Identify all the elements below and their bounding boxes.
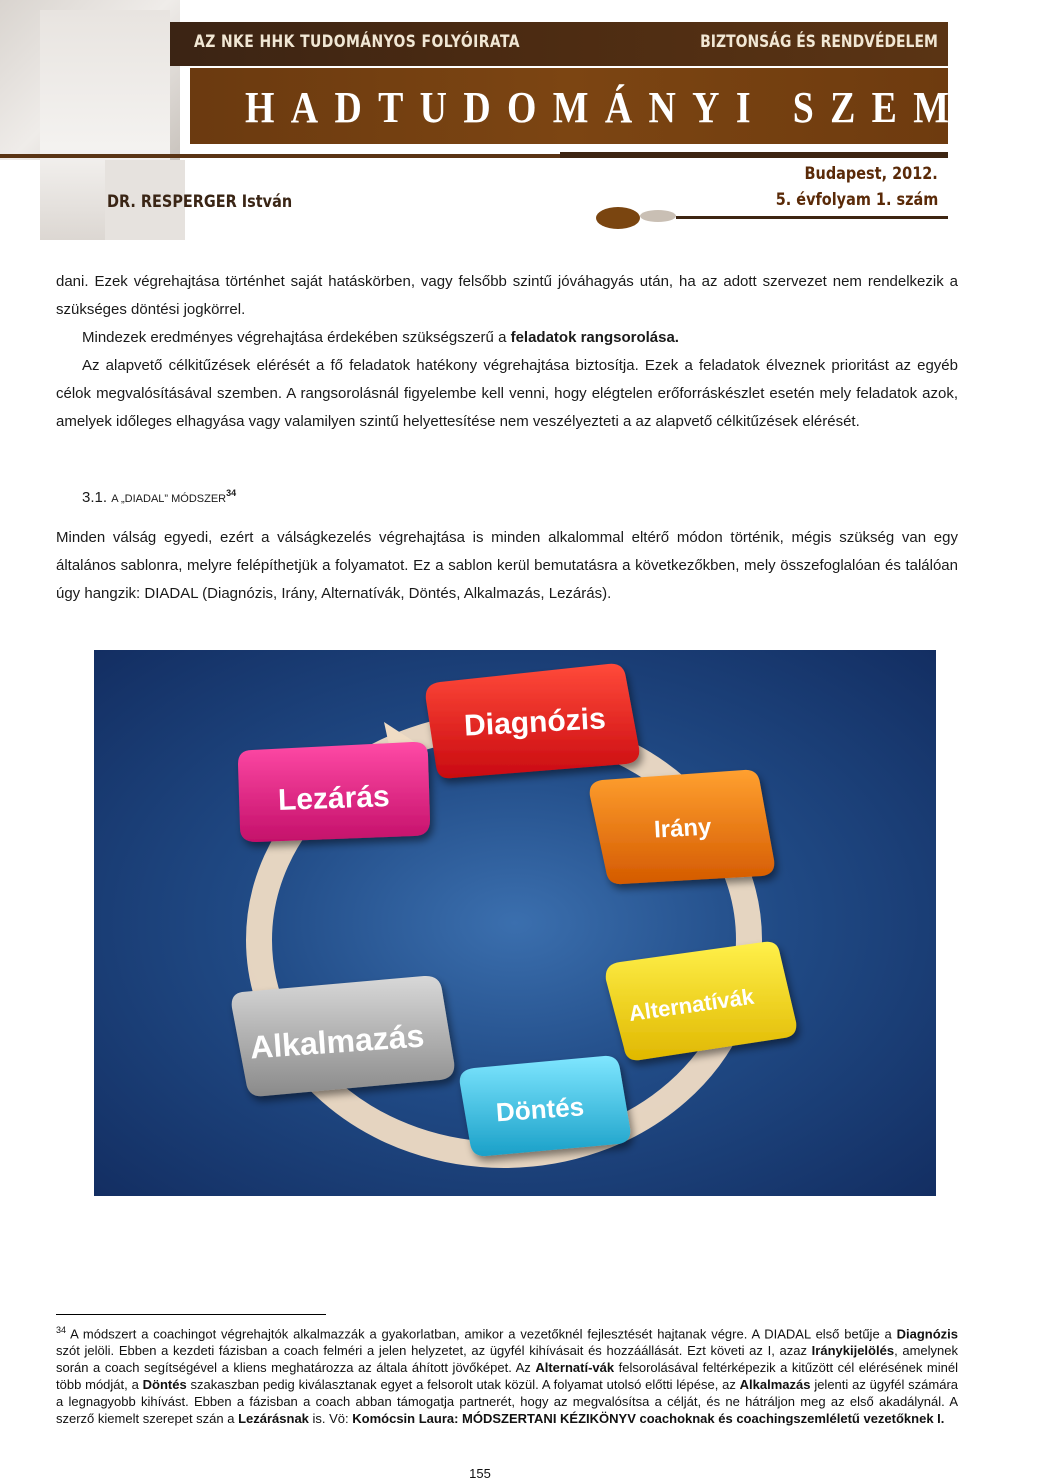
step-dontes xyxy=(460,1056,630,1156)
header-ornament-shadow xyxy=(640,210,676,222)
paragraph-4: Minden válság egyedi, ezért a válságkezelés végrehajtása is minden alkalommal eltérő módon történik, mégis szükség van egy általános sablonra, melyre felépíthetjük a folyamatot. Ez a sablon kerül bemutatásra a következőkben, mely összefoglalóan és találóan úgy hangzik: DIADAL (Diagnózis, Irány, Alternatívák, Döntés, Alkalmazás, Lezárás). xyxy=(56,529,958,602)
footnote-text-5: szakaszban pedig kiválasztanak egyet a felsorolt utak közül. A folyamat utolsó előtti lépése, az xyxy=(186,1377,740,1393)
header-divider-accent xyxy=(560,152,948,158)
step-diagnozis xyxy=(426,664,639,778)
step-alkalmazas-label: Alkalmazás xyxy=(248,1017,426,1066)
step-irany xyxy=(590,770,775,884)
publication-place-date: Budapest, 2012. xyxy=(804,164,938,184)
diadal-cycle-svg xyxy=(94,650,936,1196)
section-title-part-3: ” MÓDSZER xyxy=(164,493,227,505)
section-title-part-1: A „D xyxy=(111,493,133,505)
footnote-text-6: jelenti az ügyfél számára a legnagyobb kihívást. Ebben a fázisban a coach abban támogatja partnerét, hogy az megvalósítsa a célját, és ne hátráljon meg az első akadálynál. A szerző kiemelt szerepet szán a xyxy=(56,1377,958,1427)
publication-issue: 5. évfolyam 1. szám xyxy=(775,190,938,210)
header-ornament xyxy=(596,207,640,229)
journal-title: HADTUDOMÁNYI SZEMLE xyxy=(245,83,1048,132)
paragraph-2-text: Mindezek eredményes végrehajtása érdekében szükségszerű a xyxy=(82,329,511,346)
step-lezaras-label: Lezárás xyxy=(277,780,391,817)
page-number: 155 xyxy=(469,1466,491,1481)
step-diagnozis-label: Diagnózis xyxy=(463,702,607,743)
footnote-text-1: A módszert a coachingot végrehajtók alkalmazzák a gyakorlatban, amikor a vezetőknél fejlesztését hajtanak végre. A DIADAL első betűje a xyxy=(66,1326,897,1342)
paragraph-3: Az alapvető célkitűzések elérését a fő feladatok hatékony végrehajtása biztosítja. Ezek a feladatok élveznek prioritást az egyéb célok megvalósításával szemben. A rangsorolásnál figyelembe kell venni, hogy elégtelen erőforráskészlet esetén mely feladatok azok, amelyek időleges elhagyása vagy valamilyen szintű helyettesítése nem veszélyezteti a az alapvető célkitűzések elérését. xyxy=(56,357,958,430)
article-author: DR. RESPERGER István xyxy=(107,192,293,212)
journal-title-bar xyxy=(190,68,1048,144)
step-lezaras xyxy=(238,742,430,842)
journal-section: BIZTONSÁG ÉS RENDVÉDELEM xyxy=(700,32,938,52)
section-title-part-2: IADAL xyxy=(132,493,165,505)
journal-top-bar xyxy=(170,22,948,66)
paragraph-2-emphasis: feladatok rangsorolása. xyxy=(510,329,679,346)
paragraph-2 xyxy=(56,324,958,352)
paragraph-1: dani. Ezek végrehajtása történhet saját hatáskörben, vagy felsőbb szintű jóváhagyás után, ha az adott szervezet nem rendelkezik a szükséges döntési jogkörrel. xyxy=(56,273,958,318)
footnote-bold-5: Alkalmazás xyxy=(739,1377,811,1393)
footnote-text-7: is. Vö: xyxy=(308,1411,353,1427)
footnote-text-4: felsorolásával feltérképezik a kitűzött cél elérésének minél több módját, a xyxy=(56,1360,958,1393)
step-dontes-label: Döntés xyxy=(495,1091,586,1128)
section-heading xyxy=(82,488,236,506)
journal-name: AZ NKE HHK TUDOMÁNYOS FOLYÓIRATA xyxy=(194,32,521,52)
footnote-bold-1: Diagnózis xyxy=(896,1326,958,1342)
footnote-bold-3: Alternatí-vák xyxy=(535,1360,615,1376)
step-alternativak-label: Alternatívák xyxy=(627,983,756,1027)
step-irany-label: Irány xyxy=(653,813,713,844)
footnote-bold-2: Iránykijelölés xyxy=(811,1343,895,1359)
footnote-bold-4: Döntés xyxy=(142,1377,187,1393)
footnote-bold-6: Lezárásnak xyxy=(238,1411,309,1427)
diadal-cycle-figure xyxy=(94,650,936,1196)
footnote-ref[interactable]: 34 xyxy=(226,488,237,498)
step-alternativak xyxy=(606,942,796,1061)
footnote-separator xyxy=(56,1314,326,1315)
footnote-bold-7: Komócsin Laura: MÓDSZERTANI KÉZIKÖNYV coachoknak és coachingszemléletű vezetőknek I. xyxy=(352,1411,945,1427)
footnote-text-2: szót jelöli. Ebben a kezdeti fázisban a coach felméri a jelen helyzetet, az ügyfél kihívásait és hozzáállását. Ezt követi az I, azaz xyxy=(56,1343,812,1359)
footnote-text-3: , amelynek során a coach segítségével a kliens meghatározza az általa áhított jövőképet. Az xyxy=(56,1343,958,1376)
footnote-34 xyxy=(56,1322,958,1427)
section-number: 3.1. xyxy=(82,489,108,506)
header-ornament-line xyxy=(676,216,948,219)
step-alkalmazas xyxy=(232,976,455,1096)
footnote-number: 34 xyxy=(56,1325,67,1335)
